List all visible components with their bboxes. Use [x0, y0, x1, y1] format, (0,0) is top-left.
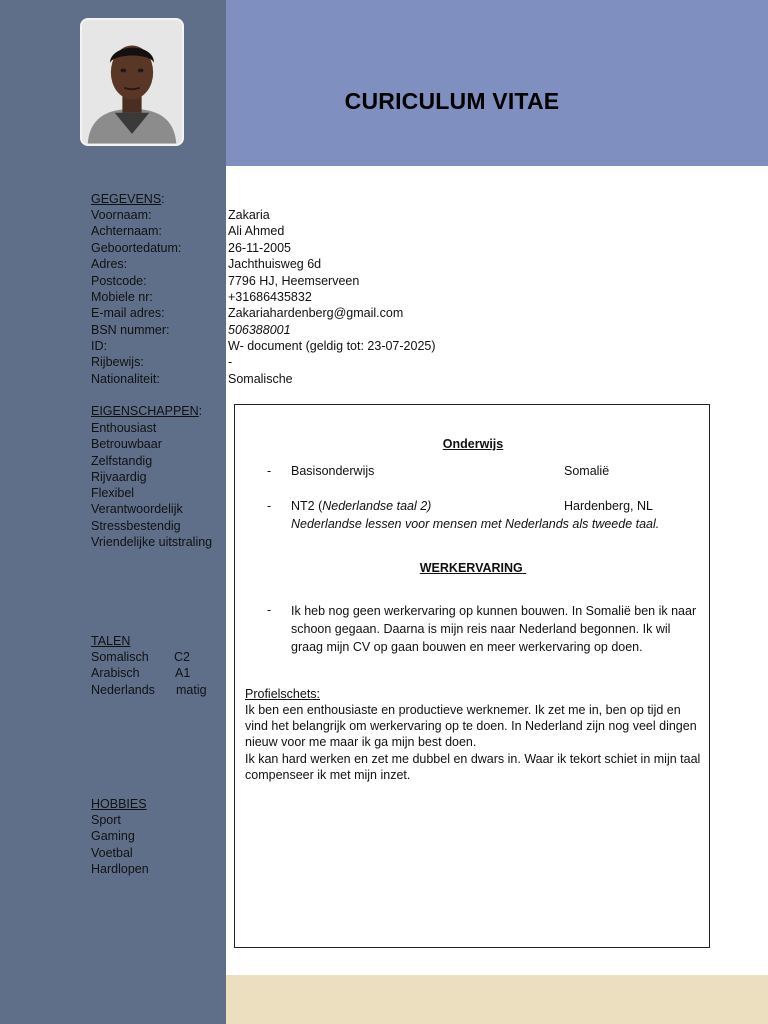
value-nationaliteit: Somalische — [228, 372, 293, 386]
portrait-image — [82, 20, 182, 144]
language-row — [91, 649, 190, 665]
language-name: Arabisch — [91, 666, 140, 680]
footer-left-band — [0, 975, 226, 1024]
language-level: C2 — [174, 650, 190, 664]
label-adres: Adres: — [91, 257, 128, 271]
language-level: matig — [176, 683, 207, 697]
label-voornaam: Voornaam: — [91, 208, 152, 222]
label-bsn: BSN nummer: — [91, 323, 170, 337]
header-band — [226, 0, 768, 166]
value-geboortedatum: 26-11-2005 — [228, 241, 292, 255]
hobby-item: Voetbal — [91, 845, 133, 860]
value-adres: Jachthuisweg 6d — [228, 257, 322, 271]
hobbies-heading: HOBBIES — [91, 797, 147, 811]
footer-band — [226, 975, 768, 1024]
trait-item: Enthousiast — [91, 421, 157, 435]
gegevens-heading: GEGEVENS: — [91, 192, 165, 206]
profile-paragraph: Ik ben een enthousiaste en productieve werknemer. Ik zet me in, ben op tijd en vind het belangrijk om werkervaring op te doen. In Nederland zijn nog veel dingen nieuw voor me maar ik ga mijn best doen. — [245, 703, 697, 750]
value-bsn: 506388001 — [228, 323, 291, 337]
label-achternaam: Achternaam: — [91, 224, 162, 238]
trait-item: Stressbestendig — [91, 518, 181, 533]
hobby-item: Sport — [91, 813, 121, 827]
trait-item: Rijvaardig — [91, 469, 147, 484]
language-level: A1 — [175, 666, 191, 680]
education-item-place: Hardenberg, NL — [564, 499, 653, 513]
hobby-item: Hardlopen — [91, 861, 149, 876]
language-name: Nederlands — [91, 683, 155, 697]
trait-item: Verantwoordelijk — [91, 502, 183, 517]
education-heading: Onderwijs — [442, 437, 504, 451]
label-id: ID: — [91, 339, 107, 353]
value-id: W- document (geldig tot: 23-07-2025) — [228, 339, 436, 353]
experience-heading: WERKERVARING — [419, 561, 523, 575]
education-item-name: Basisonderwijs — [291, 464, 375, 478]
label-email: E-mail adres: — [91, 306, 165, 320]
value-rijbewijs: - — [228, 355, 233, 369]
value-email: Zakariahardenberg@gmail.com — [228, 306, 404, 320]
hobbies-list — [91, 812, 149, 877]
trait-item: Betrouwbaar — [91, 437, 162, 452]
label-postcode: Postcode: — [91, 274, 147, 288]
traits-list — [91, 420, 212, 550]
label-nationaliteit: Nationaliteit: — [91, 372, 160, 386]
value-postcode: 7796 HJ, Heemserveen — [228, 274, 360, 288]
experience-text: Ik heb nog geen werkervaring op kunnen bouwen. In Somalië ben ik naar schoon gegaan. Daarna is mijn reis naar Nederland begonnen. Ik wil graag mijn CV op gaan bouwen en meer werkervaring op doen. — [291, 604, 697, 654]
trait-item: Flexibel — [91, 486, 135, 501]
document-title: CURICULUM VITAE — [344, 88, 560, 114]
talen-heading: TALEN — [91, 634, 131, 648]
label-mobiele-nr: Mobiele nr: — [91, 290, 153, 304]
language-row — [91, 665, 191, 681]
language-name: Somalisch — [91, 650, 149, 664]
label-geboortedatum: Geboortedatum: — [91, 241, 182, 255]
bullet-marker: - — [267, 499, 272, 513]
profile-text — [245, 702, 705, 783]
profile-paragraph: Ik kan hard werken en zet me dubbel en dwars in. Waar ik tekort schiet in mijn taal compenseer ik met mijn inzet. — [245, 751, 701, 782]
profile-heading: Profielschets: — [245, 687, 321, 701]
education-item-place: Somalië — [564, 464, 610, 478]
content-box — [234, 404, 710, 948]
bullet-marker: - — [267, 603, 272, 617]
profile-photo — [80, 18, 184, 146]
trait-item: Vriendelijke uitstraling — [91, 535, 213, 550]
trait-item: Zelfstandig — [91, 453, 153, 468]
language-row — [91, 682, 207, 698]
education-item-name: NT2 (Nederlandse taal 2) — [291, 499, 432, 513]
eigenschappen-heading: EIGENSCHAPPEN: — [91, 404, 203, 418]
bullet-marker: - — [267, 464, 272, 478]
hobby-item: Gaming — [91, 829, 135, 844]
label-rijbewijs: Rijbewijs: — [91, 355, 144, 369]
value-voornaam: Zakaria — [228, 208, 270, 222]
education-item-note: Nederlandse lessen voor mensen met Nederlands als tweede taal. — [291, 517, 660, 531]
value-mobiele-nr: +31686435832 — [228, 290, 312, 304]
value-achternaam: Ali Ahmed — [228, 224, 285, 238]
